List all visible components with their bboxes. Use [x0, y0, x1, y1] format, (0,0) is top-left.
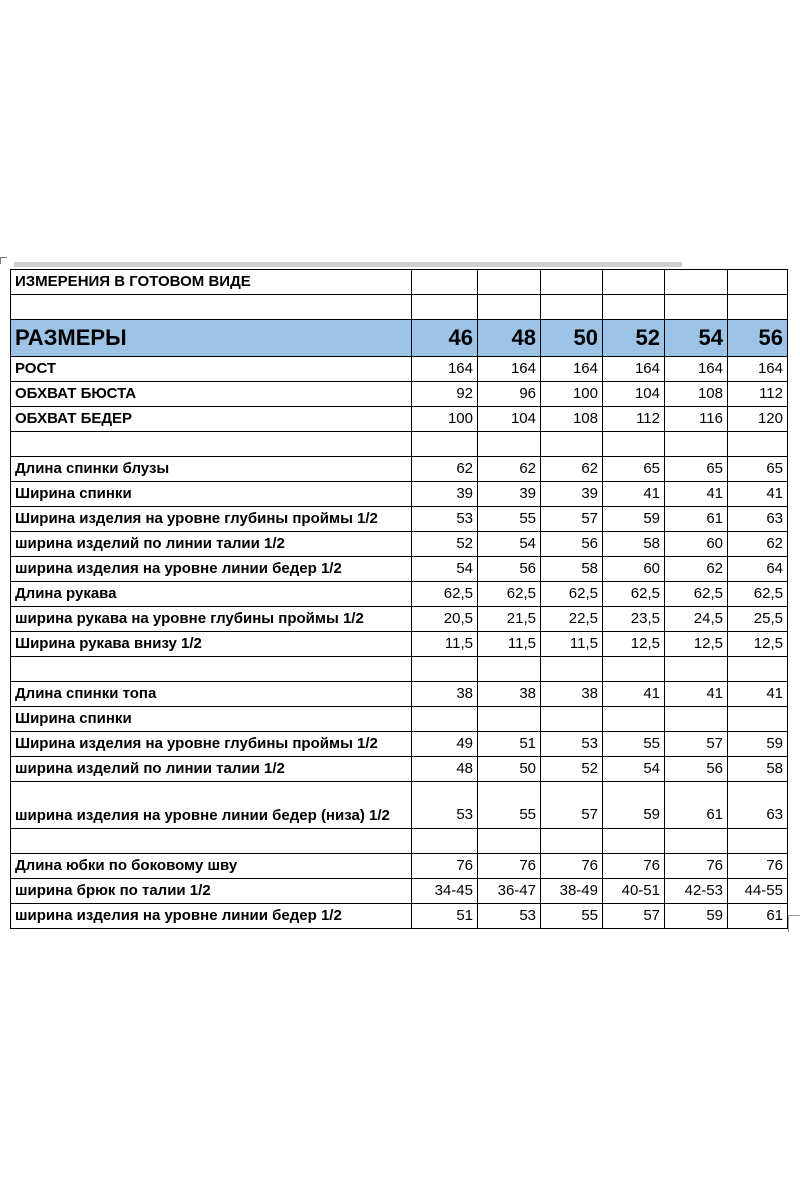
- empty-row: [11, 829, 788, 854]
- measurement-value: 20,5: [412, 607, 478, 632]
- measurement-value: 34-45: [412, 879, 478, 904]
- measurement-value: 62: [665, 557, 728, 582]
- measurement-value: 11,5: [412, 632, 478, 657]
- measurement-label: ширина изделия на уровне линии бедер (низа) 1/2: [11, 782, 412, 829]
- measurement-label: ширина изделия на уровне линии бедер 1/2: [11, 904, 412, 929]
- measurement-value: 65: [728, 457, 788, 482]
- size-header-cell: 56: [728, 320, 788, 357]
- measurement-value: 63: [728, 782, 788, 829]
- measurement-value: 51: [478, 732, 541, 757]
- measurement-label: Длина рукава: [11, 582, 412, 607]
- measurement-value: 61: [665, 507, 728, 532]
- measurement-value: 64: [728, 557, 788, 582]
- measurement-value: 164: [665, 357, 728, 382]
- measurement-value: 23,5: [603, 607, 665, 632]
- measurement-value: 53: [412, 507, 478, 532]
- measurement-value: 41: [603, 682, 665, 707]
- measurement-value: 54: [603, 757, 665, 782]
- measurement-value: 56: [665, 757, 728, 782]
- measurement-value: 92: [412, 382, 478, 407]
- measurement-value: 42-53: [665, 879, 728, 904]
- measurement-label: ОБХВАТ БЕДЕР: [11, 407, 412, 432]
- measurement-value: 164: [603, 357, 665, 382]
- empty-row: [11, 657, 788, 682]
- measurement-value: 21,5: [478, 607, 541, 632]
- measurement-value: 56: [478, 557, 541, 582]
- measurement-value: 65: [603, 457, 665, 482]
- empty-row: [11, 432, 788, 457]
- measurement-row: [11, 879, 788, 904]
- measurement-row: [11, 904, 788, 929]
- measurement-value: 76: [412, 854, 478, 879]
- measurement-value: 57: [603, 904, 665, 929]
- measurement-label: Длина спинки блузы: [11, 457, 412, 482]
- measurement-value: [603, 707, 665, 732]
- measurement-value: 39: [541, 482, 603, 507]
- table-title: ИЗМЕРЕНИЯ В ГОТОВОМ ВИДЕ: [11, 270, 412, 295]
- measurement-value: 12,5: [728, 632, 788, 657]
- size-header-cell: 50: [541, 320, 603, 357]
- size-header-cell: 54: [665, 320, 728, 357]
- size-header-cell: 52: [603, 320, 665, 357]
- measurement-value: 38: [412, 682, 478, 707]
- measurement-label: Ширина изделия на уровне глубины проймы 1/2: [11, 732, 412, 757]
- measurement-value: 59: [603, 507, 665, 532]
- table-title-row: [11, 270, 788, 295]
- measurement-value: 50: [478, 757, 541, 782]
- measurement-value: 76: [541, 854, 603, 879]
- measurement-value: 38: [541, 682, 603, 707]
- measurement-row: [11, 407, 788, 432]
- measurement-value: 58: [541, 557, 603, 582]
- measurement-value: 49: [412, 732, 478, 757]
- measurement-label: Ширина рукава внизу 1/2: [11, 632, 412, 657]
- measurement-label: ширина изделий по линии талии 1/2: [11, 757, 412, 782]
- measurement-value: 53: [541, 732, 603, 757]
- measurement-value: 39: [478, 482, 541, 507]
- measurement-value: 12,5: [665, 632, 728, 657]
- measurement-value: 55: [541, 904, 603, 929]
- measurement-value: 54: [412, 557, 478, 582]
- measurement-value: 41: [665, 682, 728, 707]
- measurement-label: ширина изделий по линии талии 1/2: [11, 532, 412, 557]
- measurement-value: 36-47: [478, 879, 541, 904]
- measurement-value: 62,5: [603, 582, 665, 607]
- measurement-row: [11, 854, 788, 879]
- measurement-value: 11,5: [478, 632, 541, 657]
- measurement-value: 41: [728, 482, 788, 507]
- measurement-value: 65: [665, 457, 728, 482]
- measurement-row: [11, 457, 788, 482]
- measurement-value: 62: [412, 457, 478, 482]
- measurement-value: 62: [728, 532, 788, 557]
- measurement-value: 112: [603, 407, 665, 432]
- measurement-row: [11, 482, 788, 507]
- measurement-value: 22,5: [541, 607, 603, 632]
- measurement-label: Длина спинки топа: [11, 682, 412, 707]
- measurement-value: 44-55: [728, 879, 788, 904]
- measurement-label: РОСТ: [11, 357, 412, 382]
- measurement-row: [11, 582, 788, 607]
- measurement-value: 54: [478, 532, 541, 557]
- measurement-value: 62,5: [478, 582, 541, 607]
- measurement-value: 53: [412, 782, 478, 829]
- measurement-value: 104: [478, 407, 541, 432]
- measurement-label: ширина рукава на уровне глубины проймы 1/2: [11, 607, 412, 632]
- measurement-value: 59: [728, 732, 788, 757]
- measurement-value: 51: [412, 904, 478, 929]
- measurement-value: 57: [665, 732, 728, 757]
- measurement-row: [11, 607, 788, 632]
- measurement-value: 63: [728, 507, 788, 532]
- measurement-value: 38-49: [541, 879, 603, 904]
- measurement-value: 52: [541, 757, 603, 782]
- empty-row: [11, 295, 788, 320]
- measurement-value: 58: [603, 532, 665, 557]
- measurement-value: 48: [412, 757, 478, 782]
- measurement-value: 11,5: [541, 632, 603, 657]
- measurement-value: 40-51: [603, 879, 665, 904]
- measurement-value: [728, 707, 788, 732]
- measurement-value: 60: [665, 532, 728, 557]
- measurement-value: 116: [665, 407, 728, 432]
- measurement-row: [11, 357, 788, 382]
- measurement-value: [665, 707, 728, 732]
- measurement-value: 62,5: [541, 582, 603, 607]
- measurement-value: 55: [478, 507, 541, 532]
- measurement-value: 56: [541, 532, 603, 557]
- measurement-value: 41: [603, 482, 665, 507]
- measurement-value: 12,5: [603, 632, 665, 657]
- measurement-row: [11, 382, 788, 407]
- size-header-cell: 46: [412, 320, 478, 357]
- measurement-value: 76: [603, 854, 665, 879]
- sizes-header-row: [11, 320, 788, 357]
- measurement-value: 100: [541, 382, 603, 407]
- measurement-label: Ширина спинки: [11, 482, 412, 507]
- measurement-value: 96: [478, 382, 541, 407]
- measurement-value: 24,5: [665, 607, 728, 632]
- measurement-row: [11, 707, 788, 732]
- measurement-value: 55: [603, 732, 665, 757]
- measurement-value: 59: [665, 904, 728, 929]
- table-resize-handle-icon[interactable]: [788, 915, 800, 932]
- measurement-value: 38: [478, 682, 541, 707]
- measurement-value: 120: [728, 407, 788, 432]
- measurement-value: 62,5: [412, 582, 478, 607]
- measurement-value: 112: [728, 382, 788, 407]
- measurement-value: 108: [665, 382, 728, 407]
- measurement-value: 108: [541, 407, 603, 432]
- table-anchor-icon: [0, 257, 7, 264]
- measurement-row: [11, 757, 788, 782]
- measurement-value: 57: [541, 782, 603, 829]
- measurement-label: ОБХВАТ БЮСТА: [11, 382, 412, 407]
- measurement-value: 104: [603, 382, 665, 407]
- measurement-value: 61: [665, 782, 728, 829]
- measurement-row: [11, 732, 788, 757]
- measurement-value: 62: [541, 457, 603, 482]
- measurement-label: Ширина изделия на уровне глубины проймы 1/2: [11, 507, 412, 532]
- measurement-row: [11, 507, 788, 532]
- measurement-value: 53: [478, 904, 541, 929]
- measurement-row: [11, 682, 788, 707]
- measurement-row: [11, 782, 788, 829]
- measurement-value: 41: [665, 482, 728, 507]
- size-header-cell: 48: [478, 320, 541, 357]
- measurement-value: 58: [728, 757, 788, 782]
- measurement-value: 52: [412, 532, 478, 557]
- measurement-value: 62: [478, 457, 541, 482]
- measurement-value: 55: [478, 782, 541, 829]
- measurement-value: 164: [541, 357, 603, 382]
- measurement-value: [478, 707, 541, 732]
- measurement-value: 57: [541, 507, 603, 532]
- measurement-row: [11, 632, 788, 657]
- measurement-value: 62,5: [728, 582, 788, 607]
- top-separator-bar: [14, 262, 682, 267]
- size-chart-table: [10, 269, 788, 929]
- measurement-value: 41: [728, 682, 788, 707]
- measurement-label: Длина юбки по боковому шву: [11, 854, 412, 879]
- measurement-value: [541, 707, 603, 732]
- measurement-value: 76: [728, 854, 788, 879]
- measurement-value: 60: [603, 557, 665, 582]
- measurement-value: 62,5: [665, 582, 728, 607]
- measurement-row: [11, 532, 788, 557]
- measurement-value: 59: [603, 782, 665, 829]
- measurement-value: [412, 707, 478, 732]
- measurement-label: Ширина спинки: [11, 707, 412, 732]
- measurement-value: 39: [412, 482, 478, 507]
- measurement-value: 76: [665, 854, 728, 879]
- measurement-value: 61: [728, 904, 788, 929]
- measurement-label: ширина изделия на уровне линии бедер 1/2: [11, 557, 412, 582]
- measurement-value: 164: [412, 357, 478, 382]
- measurement-value: 100: [412, 407, 478, 432]
- sizes-header-label: РАЗМЕРЫ: [11, 320, 412, 357]
- measurement-value: 76: [478, 854, 541, 879]
- measurement-value: 164: [478, 357, 541, 382]
- measurement-label: ширина брюк по талии 1/2: [11, 879, 412, 904]
- measurement-value: 25,5: [728, 607, 788, 632]
- measurement-row: [11, 557, 788, 582]
- measurement-value: 164: [728, 357, 788, 382]
